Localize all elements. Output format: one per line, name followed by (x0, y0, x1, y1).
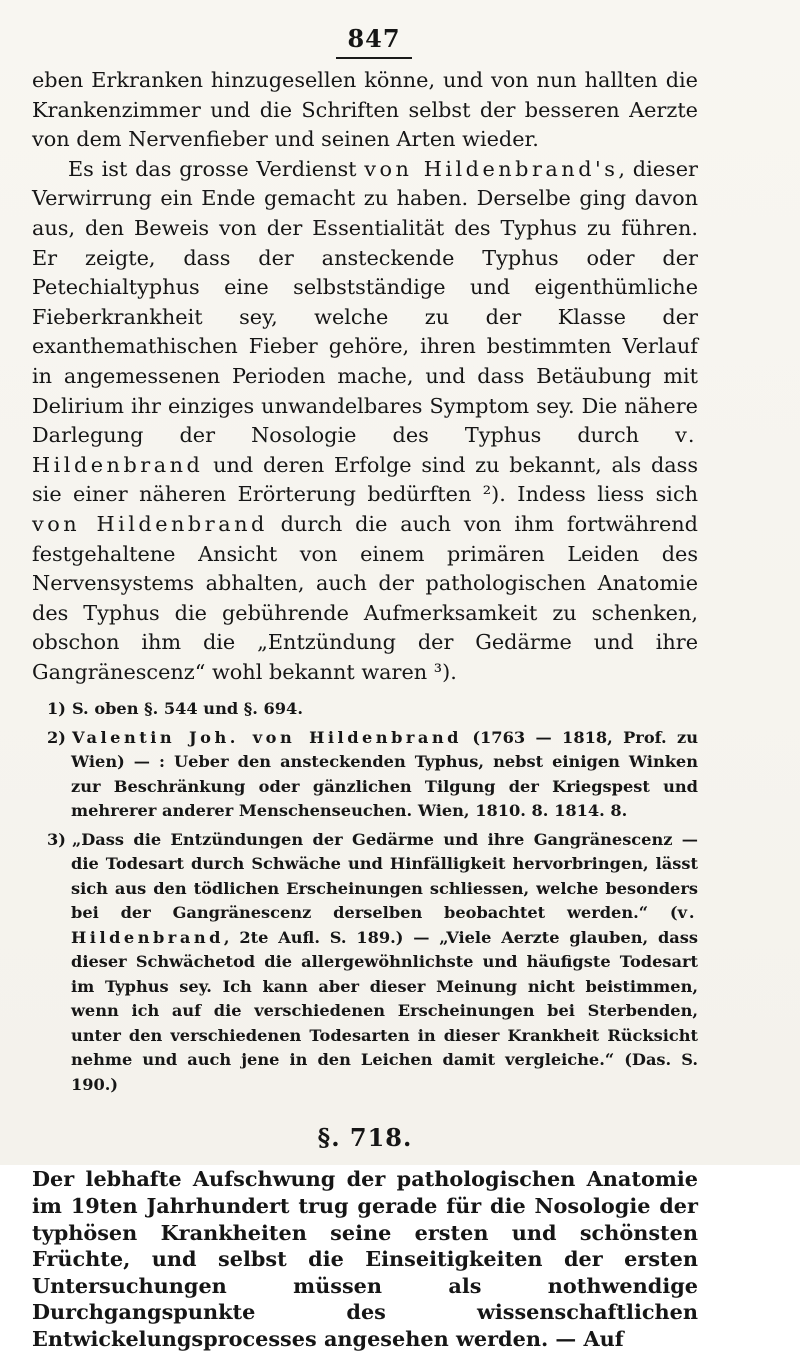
footnote-2 (32, 726, 698, 824)
footnote-3 (32, 828, 698, 1098)
page-number-rule (336, 57, 412, 59)
author-name: von Hildenbrand (32, 511, 268, 536)
footnotes (32, 697, 698, 1097)
page-number: 847 (347, 24, 401, 53)
paragraph-2-part-4: durch die auch von ihm fortwährend festgehaltene Ansicht von einem primären Leiden des Nervensystems abhalten, auch der pathologischen Anatomie des Typhus die gebührende Aufmerksamkeit zu schenken, obschon ihm die „Entzündung der Gedärme und ihre Gangränescenz“ wohl bekannt waren ³). (32, 511, 698, 684)
content (32, 66, 698, 1353)
footnote-ref: 1) (47, 699, 66, 719)
footnote-author-name: v. Hildenbrand (71, 903, 698, 947)
section-paragraph: Der lebhafte Aufschwung der pathologischen Anatomie im 19ten Jahrhundert trug gerade für die Nosologie der typhösen Krankheiten seine ersten und schönsten Früchte, und selbst die Einseitigkeiten der ersten Untersuchungen müssen als nothwendige Durchgangspunkte des wissenschaftlichen Entwickelungsprocesses angesehen werden. — Auf (32, 1166, 698, 1352)
paragraph-2 (32, 155, 698, 688)
footnote-1 (32, 697, 698, 722)
section-heading: §. 718. (317, 1123, 413, 1153)
footnote-ref: 2) (47, 727, 66, 747)
paragraph-2-part-2: , dieser Verwirrung ein Ende gemacht zu haben. Derselbe ging davon aus, den Beweis von der Essentialität des Typhus zu führen. Er zeigte, dass der ansteckende Typhus oder der Petechialtyphus eine selbstständige und eigenthümliche Fieberkrankheit sey, welche zu der Klasse der exanthemathischen Fieber gehöre, ihren bestimmten Verlauf in angemessenen Perioden mache, und dass Betäubung mit Delirium ihr einziges unwandelbares Symptom sey. Die nähere Darlegung der Nosologie des Typhus durch (32, 156, 698, 448)
body-text (32, 66, 698, 687)
footnote-text: S. oben §. 544 und §. 694. (71, 699, 303, 719)
footnote-author-name: Valentin Joh. von Hildenbrand (71, 727, 462, 747)
author-name: v. Hildenbrand (32, 423, 698, 477)
paragraph-2-part-3: und deren Erfolge sind zu bekannt, als dass sie einer näheren Erörterung bedürften ²). Indess liess sich (32, 452, 698, 507)
footnote-ref: 3) (47, 829, 66, 849)
paragraph-2-part-1: Es ist das grosse Verdienst (68, 156, 365, 181)
paragraph-1: eben Erkranken hinzugesellen könne, und von nun hallten die Krankenzimmer und die Schriften selbst der besseren Aerzte von dem Nervenfieber und seinen Arten wieder. (32, 68, 698, 152)
author-name: von Hildenbrand's (364, 156, 619, 181)
footnote-text: (1763 — 1818, Prof. zu Wien) — : Ueber den ansteckenden Typhus, nebst einigen Winken zur Beschränkung oder gänzlichen Tilgung der Kriegspest und mehrerer anderer Menschenseuchen. Wien, 1810. 8. 1814. 8. (71, 727, 698, 821)
footnote-text: , 2te Aufl. S. 189.) — „Viele Aerzte glauben, dass dieser Schwächetod die allergewöhnlichste und häufigste Todesart im Typhus sey. Ich kann aber dieser Meinung nicht beistimmen, wenn ich auf die verschiedenen Erscheinungen bei Sterbenden, unter den verschiedenen Todesarten in dieser Krankheit Rücksicht nehme und auch jene in den Leichen damit vergleiche.“ (Das. S. 190.) (71, 927, 698, 1094)
footnote-text: „Dass die Entzündungen der Gedärme und ihre Gangränescenz — die Todesart durch Schwäche und Hinfälligkeit hervorbringen, lässt sich aus den tödlichen Erscheinungen schliessen, welche besonders bei der Gangränescenz derselben beobachtet werden.“ ( (71, 829, 698, 923)
section-text (32, 1166, 698, 1352)
